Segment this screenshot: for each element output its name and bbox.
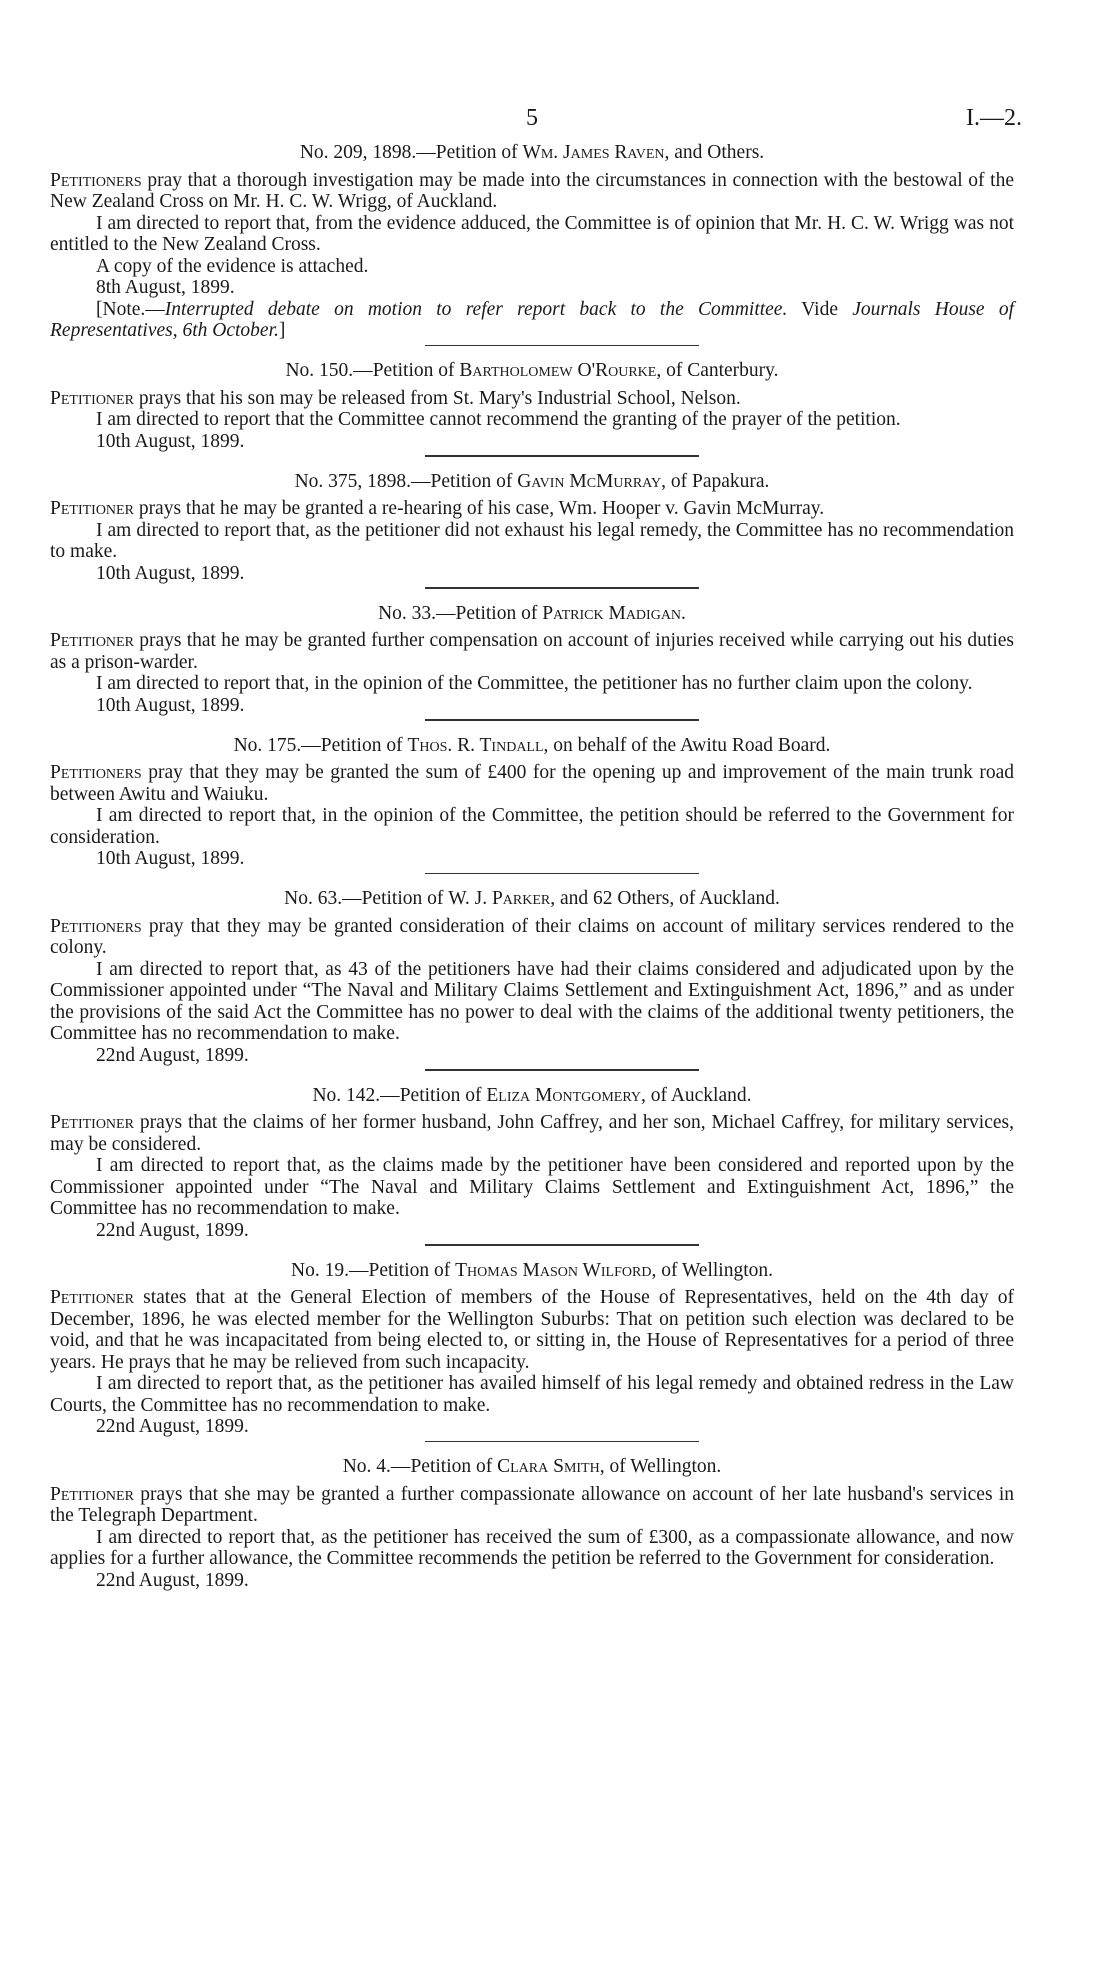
- petition-title: No. 142.—Petition of Eliza Montgomery, of Auckland.: [312, 1084, 752, 1106]
- petition-entry: [50, 142, 1014, 346]
- petition-title: No. 33.—Petition of Patrick Madigan.: [378, 602, 686, 624]
- separator-rule: [425, 1069, 699, 1071]
- petition-prayer: Petitioners pray that they may be granted consideration of their claims on account of military services rendered to the colony.: [50, 915, 1014, 958]
- evidence-note: A copy of the evidence is attached.: [96, 255, 369, 277]
- petition-prayer: Petitioner prays that he may be granted further compensation on account of injuries received while carrying out his duties as a prison-warder.: [50, 630, 1014, 673]
- committee-report: I am directed to report that, as the petitioner did not exhaust his legal remedy, the Committee has no recommendation to make.: [50, 519, 1014, 562]
- report-date: 10th August, 1899.: [96, 430, 245, 452]
- petition-prayer: Petitioner prays that she may be granted a further compassionate allowance on account of her late husband's services in the Telegraph Department.: [50, 1483, 1014, 1526]
- report-date: 22nd August, 1899.: [96, 1416, 249, 1437]
- petition-prayer: Petitioner prays that his son may be released from St. Mary's Industrial School, Nelson.: [50, 387, 741, 409]
- committee-report: I am directed to report that, as the petitioner has received the sum of £300, as a compassionate allowance, and now applies for a further allowance, the Committee recommends the petition be referred to the Government for consideration.: [50, 1526, 1014, 1569]
- petition-prayer: Petitioners pray that a thorough investigation may be made into the circumstances in connection with the bestowal of the New Zealand Cross on Mr. H. C. W. Wrigg, of Auckland.: [50, 169, 1014, 212]
- separator-rule: [425, 1441, 699, 1443]
- committee-report: I am directed to report that, in the opinion of the Committee, the petitioner has no further claim upon the colony.: [96, 673, 973, 694]
- petition-prayer: Petitioner prays that he may be granted a re-hearing of his case, Wm. Hooper v. Gavin McMurray.: [50, 498, 825, 519]
- committee-report: I am directed to report that, as 43 of the petitioners have had their claims considered and adjudicated upon by the Commissioner appointed under “The Naval and Military Claims Settlement and Extinguishment Act, 1896,” and as under the provisions of the said Act the Committee has no power to deal with the claims of the additional twenty petitioners, the Committee has no recommendation to make.: [50, 958, 1014, 1044]
- petition-prayer: Petitioner prays that the claims of her former husband, John Caffrey, and her son, Michael Caffrey, for military services, may be considered.: [50, 1112, 1014, 1155]
- report-date: 8th August, 1899.: [96, 277, 235, 298]
- committee-report: I am directed to report that, as the petitioner has availed himself of his legal remedy and obtained redress in the Law Courts, the Committee has no recommendation to make.: [50, 1373, 1014, 1416]
- document-reference: I.—2.: [966, 105, 1022, 131]
- page-number: 5: [526, 105, 538, 131]
- committee-report: I am directed to report that, from the evidence adduced, the Committee is of opinion that Mr. H. C. W. Wrigg was not entitled to the New Zealand Cross.: [50, 212, 1014, 255]
- petition-entry: [50, 1085, 1014, 1246]
- petition-prayer: Petitioners pray that they may be granted the sum of £400 for the opening up and improvement of the main trunk road between Awitu and Waiuku.: [50, 762, 1014, 805]
- petition-entry: [50, 735, 1014, 875]
- separator-rule: [425, 455, 699, 457]
- report-date: 10th August, 1899.: [96, 848, 245, 869]
- committee-report: I am directed to report that, as the claims made by the petitioner have been considered and reported upon by the Commissioner appointed under “The Naval and Military Claims Settlement and Extinguishment Act, 1896,” the Committee has no recommendation to make.: [50, 1155, 1014, 1219]
- petition-entry: [50, 1260, 1014, 1443]
- petition-title: No. 175.—Petition of Thos. R. Tindall, on behalf of the Awitu Road Board.: [233, 734, 831, 756]
- petition-title: No. 150.—Petition of Bartholomew O'Rourke, of Canterbury.: [285, 360, 779, 381]
- petition-prayer: Petitioner states that at the General Election of members of the House of Representatives, held on the 4th day of December, 1896, he was elected member for the Wellington Suburbs: That on petition such election was declared to be void, and that he was incapacitated from being elected to, or sitting in, the House of Representatives for a period of three years. He prays that he may be relieved from such incapacity.: [50, 1287, 1014, 1373]
- petition-title: No. 209, 1898.—Petition of Wm. James Raven, and Others.: [299, 142, 765, 163]
- editorial-note: [Note.—Interrupted debate on motion to refer report back to the Committee. Vide Journals House of Representatives, 6th October.]: [50, 298, 1015, 341]
- page-header: [50, 105, 1022, 136]
- separator-rule: [425, 719, 699, 721]
- petition-entry: [50, 1456, 1014, 1591]
- petition-entry: [50, 888, 1014, 1071]
- report-date: 10th August, 1899.: [96, 694, 245, 716]
- report-date: 22nd August, 1899.: [96, 1044, 249, 1066]
- report-date: 10th August, 1899.: [96, 562, 245, 584]
- separator-rule: [425, 345, 699, 347]
- petition-entry: [50, 360, 1014, 457]
- separator-rule: [425, 1244, 699, 1246]
- report-date: 22nd August, 1899.: [96, 1219, 249, 1241]
- petition-title: No. 4.—Petition of Clara Smith, of Wellington.: [342, 1456, 722, 1477]
- separator-rule: [425, 587, 699, 589]
- separator-rule: [425, 873, 699, 875]
- report-date: 22nd August, 1899.: [96, 1569, 249, 1591]
- committee-report: I am directed to report that, in the opinion of the Committee, the petition should be referred to the Government for consideration.: [50, 805, 1014, 848]
- petition-entry: [50, 603, 1014, 721]
- petition-title: No. 375, 1898.—Petition of Gavin McMurray, of Papakura.: [294, 470, 770, 492]
- committee-report: I am directed to report that the Committee cannot recommend the granting of the prayer of the petition.: [96, 409, 901, 430]
- petition-title: No. 63.—Petition of W. J. Parker, and 62 Others, of Auckland.: [284, 888, 780, 909]
- petition-entry: [50, 471, 1014, 589]
- petition-title: No. 19.—Petition of Thomas Mason Wilford, of Wellington.: [291, 1259, 773, 1281]
